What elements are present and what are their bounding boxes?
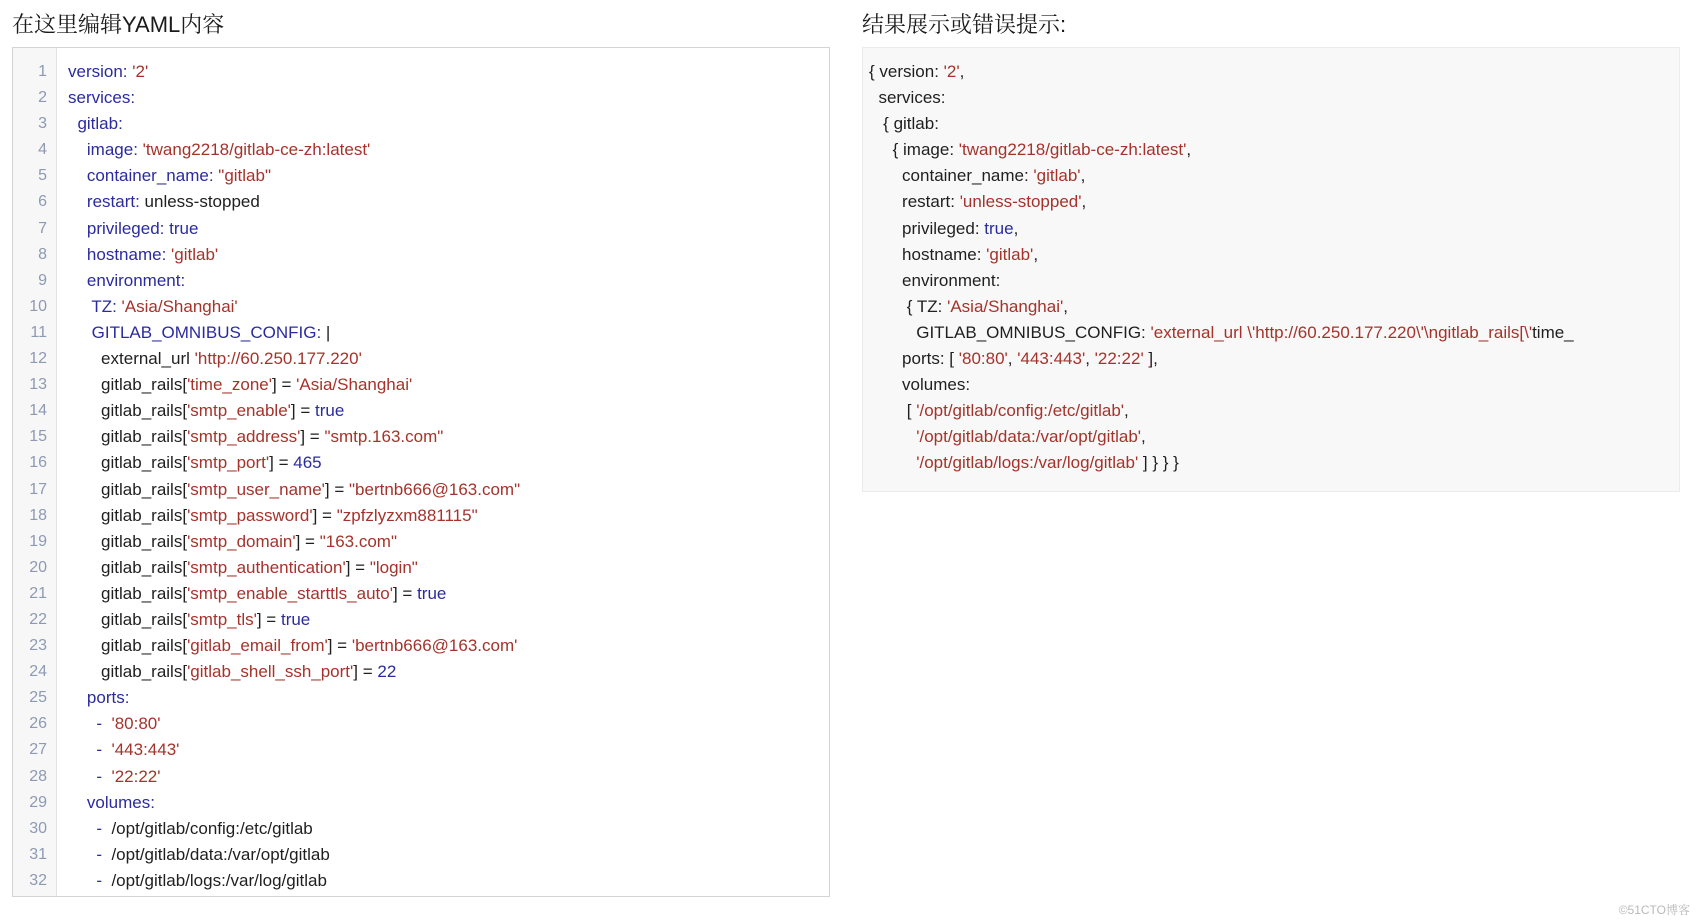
line-number: 19	[29, 532, 47, 550]
code-line[interactable]: - /opt/gitlab/logs:/var/log/gitlab	[68, 870, 327, 890]
code-line[interactable]: external_url 'http://60.250.177.220'	[68, 349, 362, 369]
code-line[interactable]: - '80:80'	[68, 714, 161, 734]
result-line: container_name: 'gitlab',	[869, 166, 1086, 186]
result-line: { image: 'twang2218/gitlab-ce-zh:latest',	[869, 140, 1192, 160]
line-number: 8	[38, 245, 47, 263]
yaml-code-area[interactable]	[58, 48, 829, 896]
code-line[interactable]: - '443:443'	[68, 740, 180, 760]
line-number-list	[13, 48, 56, 894]
line-number: 25	[29, 689, 47, 707]
result-output	[862, 47, 1680, 492]
line-number: 27	[29, 741, 47, 759]
line-number: 7	[38, 219, 47, 237]
result-line: [ '/opt/gitlab/config:/etc/gitlab',	[869, 401, 1129, 421]
result-line: '/opt/gitlab/data:/var/opt/gitlab',	[916, 427, 1146, 447]
yaml-editor-panel	[12, 8, 832, 897]
code-line[interactable]: version: '2'	[68, 62, 149, 81]
code-line[interactable]: - /opt/gitlab/data:/var/opt/gitlab	[68, 844, 330, 864]
code-line[interactable]: gitlab_rails['smtp_tls'] = true	[68, 609, 311, 629]
line-number: 4	[38, 141, 47, 159]
code-line[interactable]: privileged: true	[86, 218, 199, 238]
code-line[interactable]: environment:	[86, 270, 186, 290]
line-number: 20	[29, 558, 47, 576]
line-number: 12	[29, 350, 47, 368]
line-number: 32	[29, 871, 47, 889]
code-line[interactable]: gitlab_rails['smtp_enable_starttls_auto'] = true	[68, 583, 447, 603]
line-number: 28	[29, 767, 47, 785]
line-number: 29	[29, 793, 47, 811]
code-line[interactable]: - '22:22'	[68, 766, 161, 786]
result-panel	[862, 8, 1684, 492]
editor-panel-title: 在这里编辑YAML内容	[12, 12, 225, 37]
line-number: 21	[29, 584, 47, 602]
code-line[interactable]: ports:	[86, 688, 130, 708]
code-line[interactable]: volumes:	[86, 792, 155, 812]
code-line[interactable]: services:	[68, 88, 136, 108]
line-number: 10	[29, 297, 47, 315]
line-number: 6	[38, 193, 47, 211]
code-line[interactable]: gitlab_rails['smtp_password'] = "zpfzlyzxm881115"	[68, 505, 478, 525]
line-number: 16	[29, 454, 47, 472]
result-line: volumes:	[869, 375, 971, 395]
line-number: 18	[29, 506, 47, 524]
line-number: 13	[29, 376, 47, 394]
result-line: GITLAB_OMNIBUS_CONFIG: 'external_url \'http://60.250.177.220\'\ngitlab_rails[\'time_	[869, 322, 1574, 342]
line-number: 31	[29, 845, 47, 863]
result-line: environment:	[869, 270, 1001, 290]
line-number: 14	[29, 402, 47, 420]
line-number: 26	[29, 715, 47, 733]
line-number: 24	[29, 663, 47, 681]
line-number: 17	[29, 480, 47, 498]
line-number-gutter	[13, 48, 57, 896]
code-line[interactable]: hostname: 'gitlab'	[86, 244, 219, 264]
result-panel-title: 结果展示或错误提示:	[862, 12, 1067, 37]
line-number: 11	[30, 323, 47, 341]
watermark-label: ©51CTO博客	[1618, 903, 1690, 917]
result-line: { gitlab:	[869, 114, 939, 134]
code-line[interactable]: - /opt/gitlab/config:/etc/gitlab	[68, 818, 313, 838]
code-line[interactable]: restart: unless-stopped	[86, 192, 260, 212]
result-line: privileged: true,	[869, 218, 1019, 238]
result-line: services:	[869, 88, 946, 108]
code-line[interactable]: image: 'twang2218/gitlab-ce-zh:latest'	[86, 140, 371, 160]
code-line[interactable]: gitlab_rails['gitlab_email_from'] = 'bertnb666@163.com'	[68, 636, 518, 656]
code-line[interactable]: gitlab:	[77, 114, 123, 134]
line-number: 22	[29, 610, 47, 628]
line-number: 1	[38, 63, 47, 80]
line-number: 9	[38, 271, 47, 289]
code-line[interactable]: gitlab_rails['smtp_address'] = "smtp.163.com"	[68, 427, 444, 447]
yaml-editor[interactable]	[12, 47, 830, 897]
result-line: { TZ: 'Asia/Shanghai',	[869, 296, 1068, 316]
code-line[interactable]: gitlab_rails['smtp_port'] = 465	[68, 453, 322, 473]
line-number: 5	[38, 167, 47, 185]
result-line: '/opt/gitlab/logs:/var/log/gitlab' ] } } }	[916, 453, 1179, 473]
line-number: 3	[38, 115, 47, 133]
code-line[interactable]: gitlab_rails['time_zone'] = 'Asia/Shanghai'	[68, 375, 413, 395]
code-line[interactable]: gitlab_rails['smtp_enable'] = true	[68, 401, 345, 421]
result-line: restart: 'unless-stopped',	[869, 192, 1087, 212]
result-line: hostname: 'gitlab',	[869, 244, 1039, 264]
code-line[interactable]: container_name: "gitlab"	[86, 166, 271, 186]
code-line[interactable]: gitlab_rails['gitlab_shell_ssh_port'] = 22	[68, 662, 397, 682]
result-line: { version: '2',	[869, 62, 965, 81]
code-line[interactable]: gitlab_rails['smtp_user_name'] = "bertnb666@163.com"	[68, 479, 521, 499]
code-line[interactable]: gitlab_rails['smtp_authentication'] = "login"	[68, 557, 418, 577]
result-line: ports: [ '80:80', '443:443', '22:22' ],	[869, 349, 1158, 369]
line-number: 30	[29, 819, 47, 837]
code-line[interactable]: TZ: 'Asia/Shanghai'	[91, 296, 238, 316]
code-line[interactable]: GITLAB_OMNIBUS_CONFIG: |	[91, 322, 331, 342]
line-number: 2	[38, 89, 47, 107]
line-number: 23	[29, 637, 47, 655]
line-number: 15	[29, 428, 47, 446]
code-line[interactable]: gitlab_rails['smtp_domain'] = "163.com"	[68, 531, 397, 551]
